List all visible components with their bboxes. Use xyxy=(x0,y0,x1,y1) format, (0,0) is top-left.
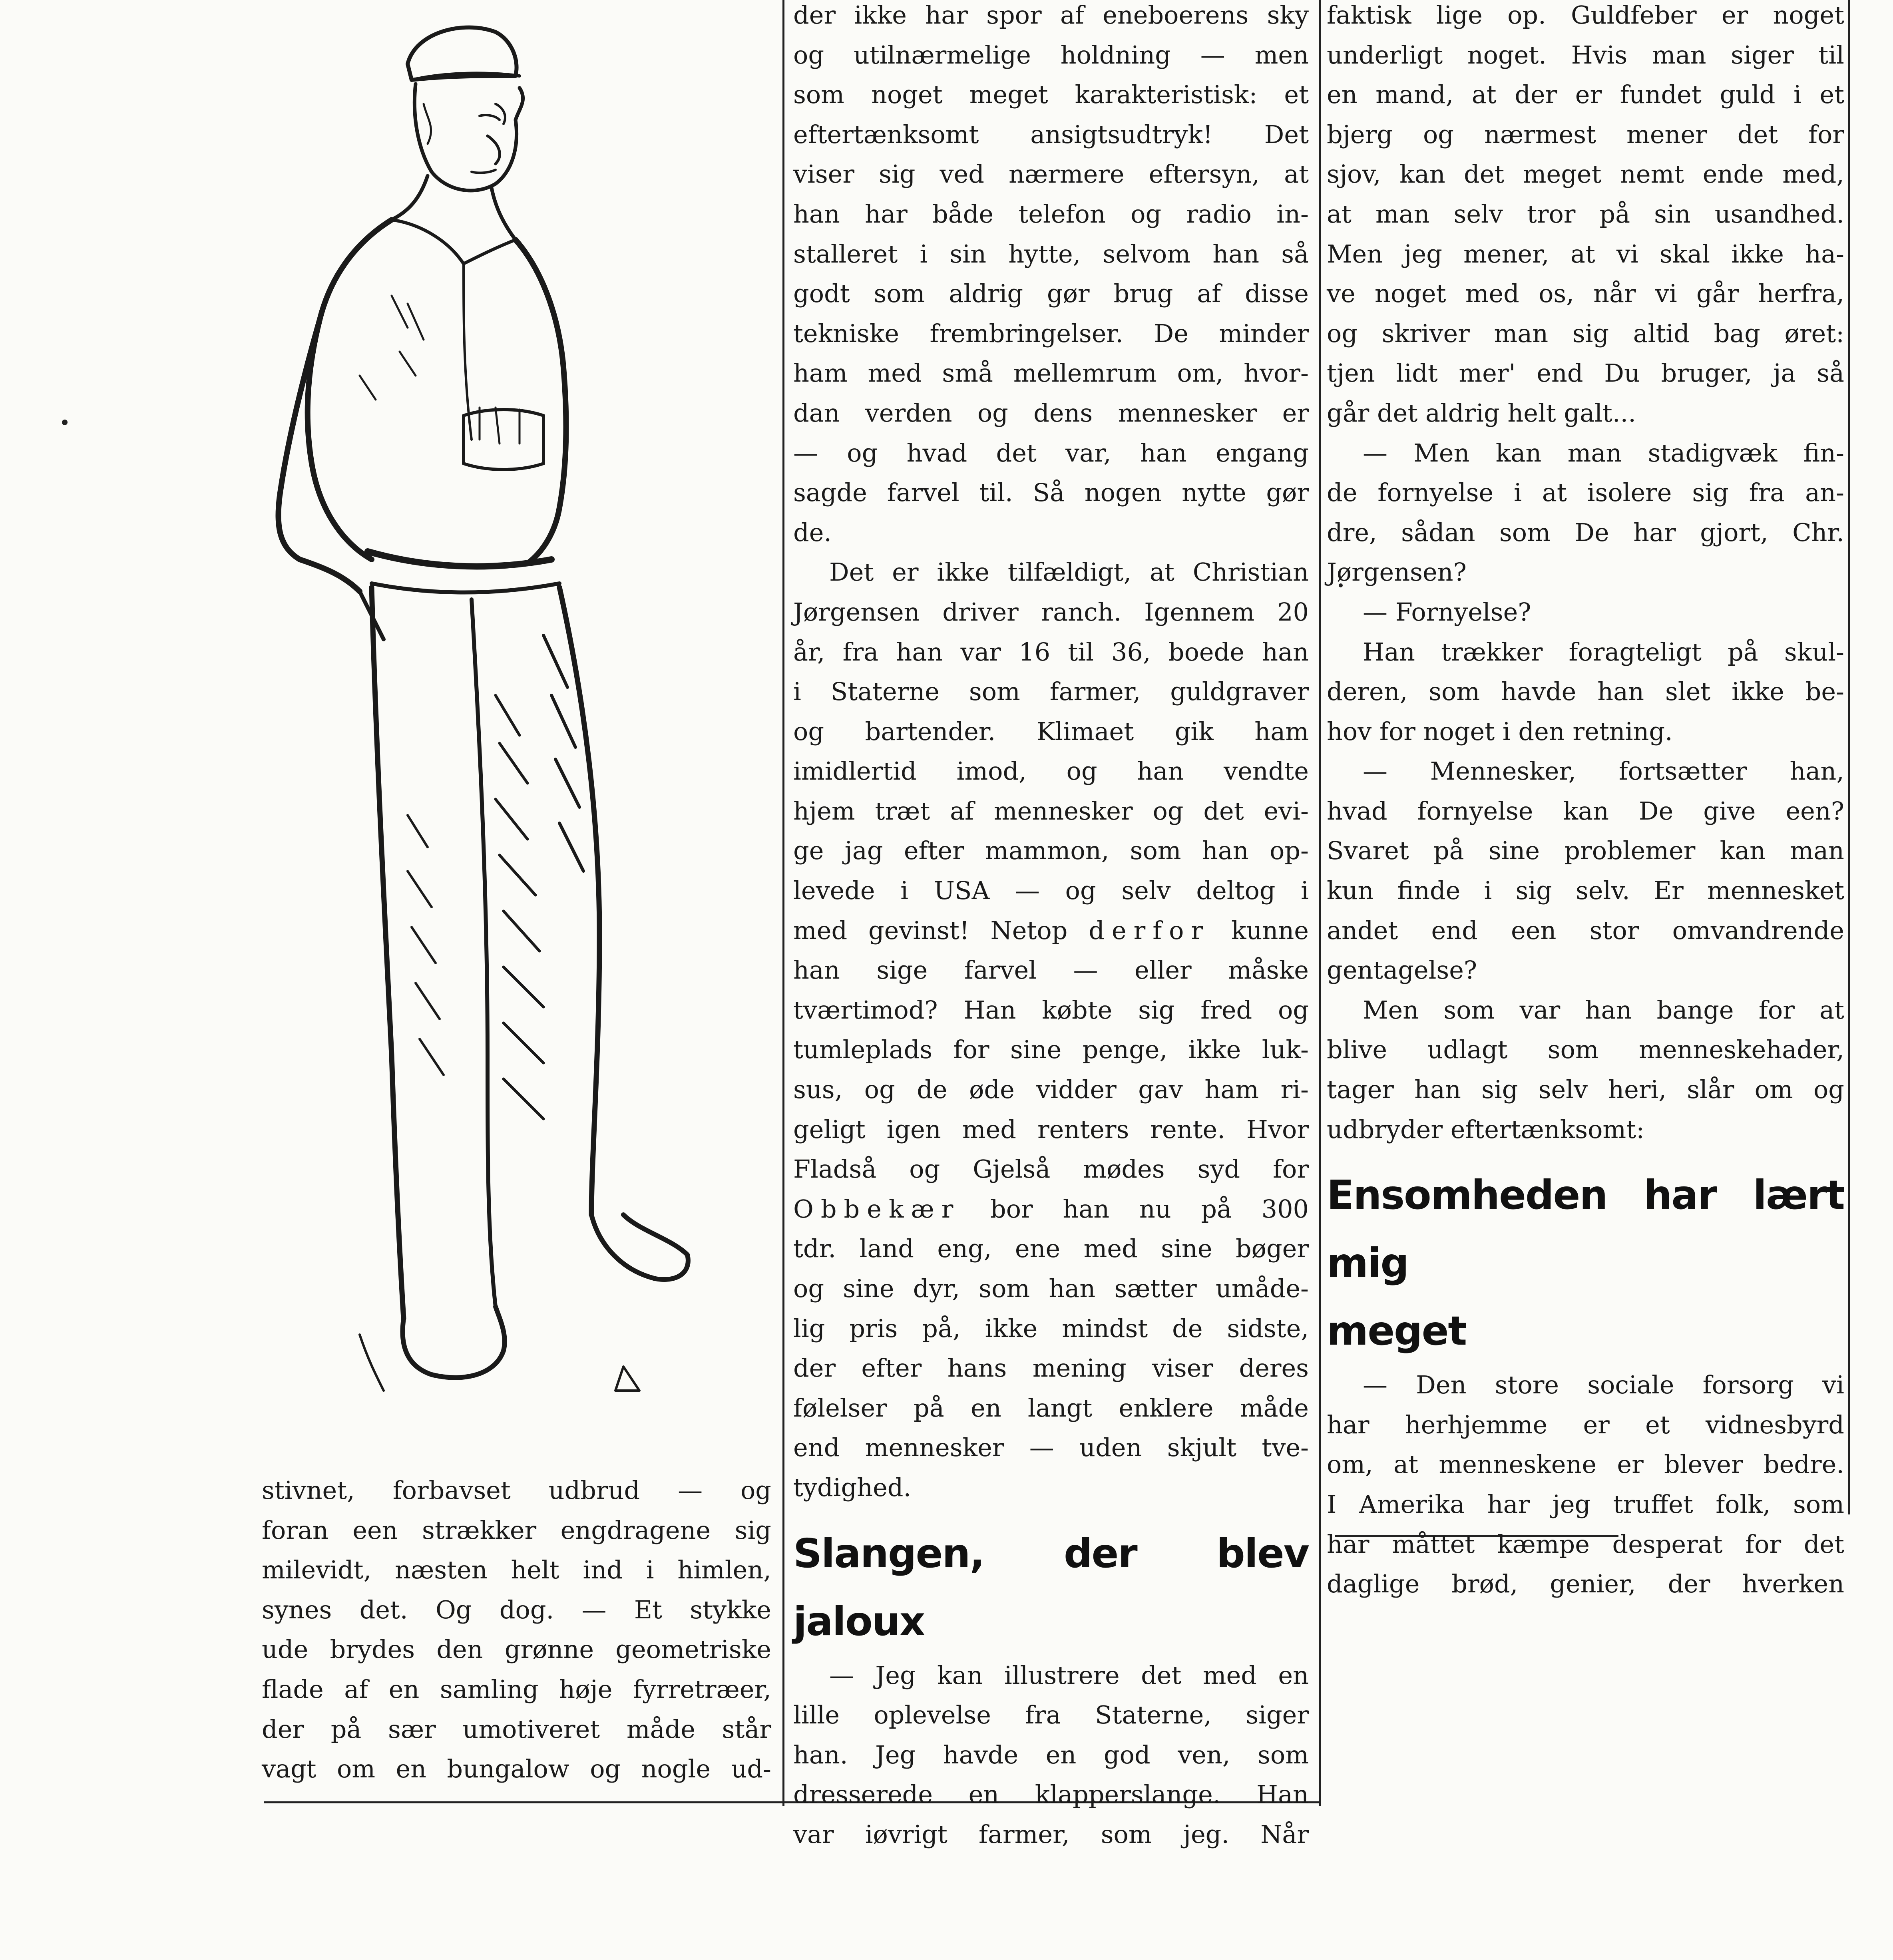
text-line: og sine dyr, som han sætter umåde- xyxy=(793,1274,1309,1303)
text-line: en mand, at der er fundet guld i et xyxy=(1327,80,1844,109)
text-line: tager han sig selv heri, slår om og xyxy=(1327,1075,1844,1104)
text-line: godt som aldrig gør brug af disse xyxy=(793,279,1309,308)
text-line: at man selv tror på sin usandhed. xyxy=(1327,199,1844,229)
text-line: var iøvrigt farmer, som jeg. Når xyxy=(793,1819,1309,1849)
text-line: imidlertid imod, og han vendte xyxy=(793,756,1309,786)
left-column xyxy=(262,1470,771,1789)
text-line: milevidt, næsten helt ind i himlen, xyxy=(262,1555,771,1585)
text-line: — Jeg kan illustrere det med en xyxy=(829,1660,1309,1690)
text-line: ham med små mellemrum om, hvor- xyxy=(793,358,1309,388)
paragraph xyxy=(1327,751,1844,990)
text-line: dresserede en klapperslange. Han xyxy=(793,1780,1309,1809)
text-line: — Den store sociale forsorg vi xyxy=(1363,1370,1844,1400)
text-line: blive udlagt som menneskehader, xyxy=(1327,1035,1844,1065)
paragraph xyxy=(1327,990,1844,1149)
column-divider xyxy=(1848,0,1850,1514)
paragraph xyxy=(1327,632,1844,752)
text-line: og bartender. Klimaet gik ham xyxy=(793,716,1309,746)
man-sketch-illustration xyxy=(240,16,759,1455)
heading-line: Ensomheden har lært mig xyxy=(1327,1172,1844,1287)
text-line: tværtimod? Han købte sig fred og xyxy=(793,995,1309,1025)
text-line: Men som var han bange for at xyxy=(1363,995,1844,1025)
paragraph xyxy=(1327,1365,1844,1604)
text-line: som noget meget karakteristisk: et xyxy=(793,80,1309,109)
text-line: der på sær umotiveret måde står xyxy=(262,1714,771,1744)
text-line: lille oplevelse fra Staterne, siger xyxy=(793,1700,1309,1730)
text-line: lig pris på, ikke mindst de sidste, xyxy=(793,1313,1309,1343)
text-line: tumleplads for sine penge, ikke luk- xyxy=(793,1035,1309,1065)
paragraph xyxy=(793,0,1309,552)
text-line: bjerg og nærmest mener det for xyxy=(1327,119,1844,149)
text-line: foran een strækker engdragene sig xyxy=(262,1515,771,1545)
text-line: og utilnærmelige holdning — men xyxy=(793,40,1309,70)
text-line: — Fornyelse? xyxy=(1363,597,1531,627)
text-fragment: kunne xyxy=(1210,915,1309,945)
text-line: sagde farvel til. Så nogen nytte gør xyxy=(793,478,1309,507)
text-line: stalleret i sin hytte, selvom han så xyxy=(793,239,1309,269)
text-line: vagt om en bungalow og nogle ud- xyxy=(262,1754,771,1784)
section-heading: Slangen, der blev jaloux xyxy=(793,1530,1309,1645)
spaced-place-name: Obbekær xyxy=(793,1194,961,1224)
text-line: og skriver man sig altid bag øret: xyxy=(1327,318,1844,348)
section-heading xyxy=(1327,1161,1844,1365)
text-line: udbryder eftertænksomt: xyxy=(1327,1114,1645,1144)
text-line: hjem træt af mennesker og det evi- xyxy=(793,796,1309,826)
text-line: han har både telefon og radio in- xyxy=(793,199,1309,229)
text-line: viser sig ved nærmere eftersyn, at xyxy=(793,159,1309,189)
column-divider xyxy=(1319,0,1321,1806)
text-line: synes det. Og dog. — Et stykke xyxy=(262,1595,771,1624)
text-line: Svaret på sine problemer kan man xyxy=(1327,836,1844,866)
text-line: ge jag efter mammon, som han op- xyxy=(793,836,1309,866)
text-line: tdr. land eng, ene med sine bøger xyxy=(793,1234,1309,1264)
text-line: i Staterne som farmer, guldgraver xyxy=(793,677,1309,706)
paragraph xyxy=(1327,433,1844,592)
text-line: sjov, kan det meget nemt ende med, xyxy=(1327,159,1844,189)
text-line: der ikke har spor af eneboerens sky xyxy=(793,0,1309,30)
text-line: han sige farvel — eller måske xyxy=(793,955,1309,985)
text-line: geligt igen med renters rente. Hvor xyxy=(793,1114,1309,1144)
text-line: der efter hans mening viser deres xyxy=(793,1353,1309,1383)
column-divider xyxy=(782,0,784,1806)
paragraph xyxy=(1327,592,1844,632)
text-line: levede i USA — og selv deltog i xyxy=(793,876,1309,905)
text-line: de fornyelse i at isolere sig fra an- xyxy=(1327,478,1844,507)
text-line: tydighed. xyxy=(793,1472,912,1502)
text-line: ve noget med os, når vi går herfra, xyxy=(1327,279,1844,308)
text-line: hvad fornyelse kan De give een? xyxy=(1327,796,1844,826)
text-line xyxy=(793,911,1309,951)
text-line: ude brydes den grønne geometriske xyxy=(262,1635,771,1664)
text-line: stivnet, forbavset udbrud — og xyxy=(262,1476,771,1505)
text-line: har måttet kæmpe desperat for det xyxy=(1327,1529,1844,1559)
paragraph xyxy=(793,1656,1309,1855)
middle-column xyxy=(793,0,1309,1855)
text-line: I Amerika har jeg truffet folk, som xyxy=(1327,1490,1844,1519)
text-line: går det aldrig helt galt... xyxy=(1327,398,1636,428)
text-line xyxy=(793,1189,1309,1229)
text-line: underligt noget. Hvis man siger til xyxy=(1327,40,1844,70)
text-line: — og hvad det var, han engang xyxy=(793,438,1309,468)
text-line: Han trækker foragteligt på skul- xyxy=(1363,637,1844,667)
scan-speck xyxy=(62,420,68,425)
text-line: gentagelse? xyxy=(1327,955,1477,985)
text-line: Det er ikke tilfældigt, at Christian xyxy=(829,557,1309,587)
text-line: år, fra han var 16 til 36, boede han xyxy=(793,637,1309,667)
text-line: end mennesker — uden skjult tve- xyxy=(793,1433,1309,1463)
text-fragment: bor han nu på 300 xyxy=(960,1194,1309,1224)
text-line: Fladså og Gjelså mødes syd for xyxy=(793,1154,1309,1184)
text-line: — Mennesker, fortsætter han, xyxy=(1363,756,1844,786)
text-line: kun finde i sig selv. Er mennesket xyxy=(1327,876,1844,905)
text-line: Men jeg mener, at vi skal ikke ha- xyxy=(1327,239,1844,269)
text-line: deren, som havde han slet ikke be- xyxy=(1327,677,1844,706)
text-line: daglige brød, genier, der hverken xyxy=(1327,1569,1844,1599)
paragraph xyxy=(1327,0,1844,433)
text-line: tjen lidt mer' end Du bruger, ja så xyxy=(1327,358,1844,388)
text-fragment: med gevinst! Netop xyxy=(793,915,1089,945)
text-line: andet end een stor omvandrende xyxy=(1327,915,1844,945)
text-line: Jørgensen driver ranch. Igennem 20 xyxy=(793,597,1309,627)
text-line: eftertænksomt ansigtsudtryk! Det xyxy=(793,119,1309,149)
emphasis-word: derfor xyxy=(1089,915,1210,945)
text-line: de. xyxy=(793,517,832,547)
text-line: flade af en samling høje fyrretræer, xyxy=(262,1674,771,1704)
text-line: tekniske frembringelser. De minder xyxy=(793,318,1309,348)
text-line: Jørgensen? xyxy=(1327,557,1467,587)
text-line: han. Jeg havde en god ven, som xyxy=(793,1740,1309,1769)
text-line: følelser på en langt enklere måde xyxy=(793,1393,1309,1423)
text-line: om, at menneskene er blever bedre. xyxy=(1327,1450,1844,1479)
text-line: har herhjemme er et vidnesbyrd xyxy=(1327,1410,1844,1439)
paragraph xyxy=(793,552,1309,1507)
text-line: dan verden og dens mennesker er xyxy=(793,398,1309,428)
text-line: hov for noget i den retning. xyxy=(1327,716,1673,746)
text-line: dre, sådan som De har gjort, Chr. xyxy=(1327,517,1844,547)
text-line: faktisk lige op. Guldfeber er noget xyxy=(1327,0,1844,30)
text-line: sus, og de øde vidder gav ham ri- xyxy=(793,1075,1309,1104)
right-column xyxy=(1327,0,1844,1604)
text-line: — Men kan man stadigvæk fin- xyxy=(1363,438,1844,468)
heading-line: meget xyxy=(1327,1307,1467,1355)
